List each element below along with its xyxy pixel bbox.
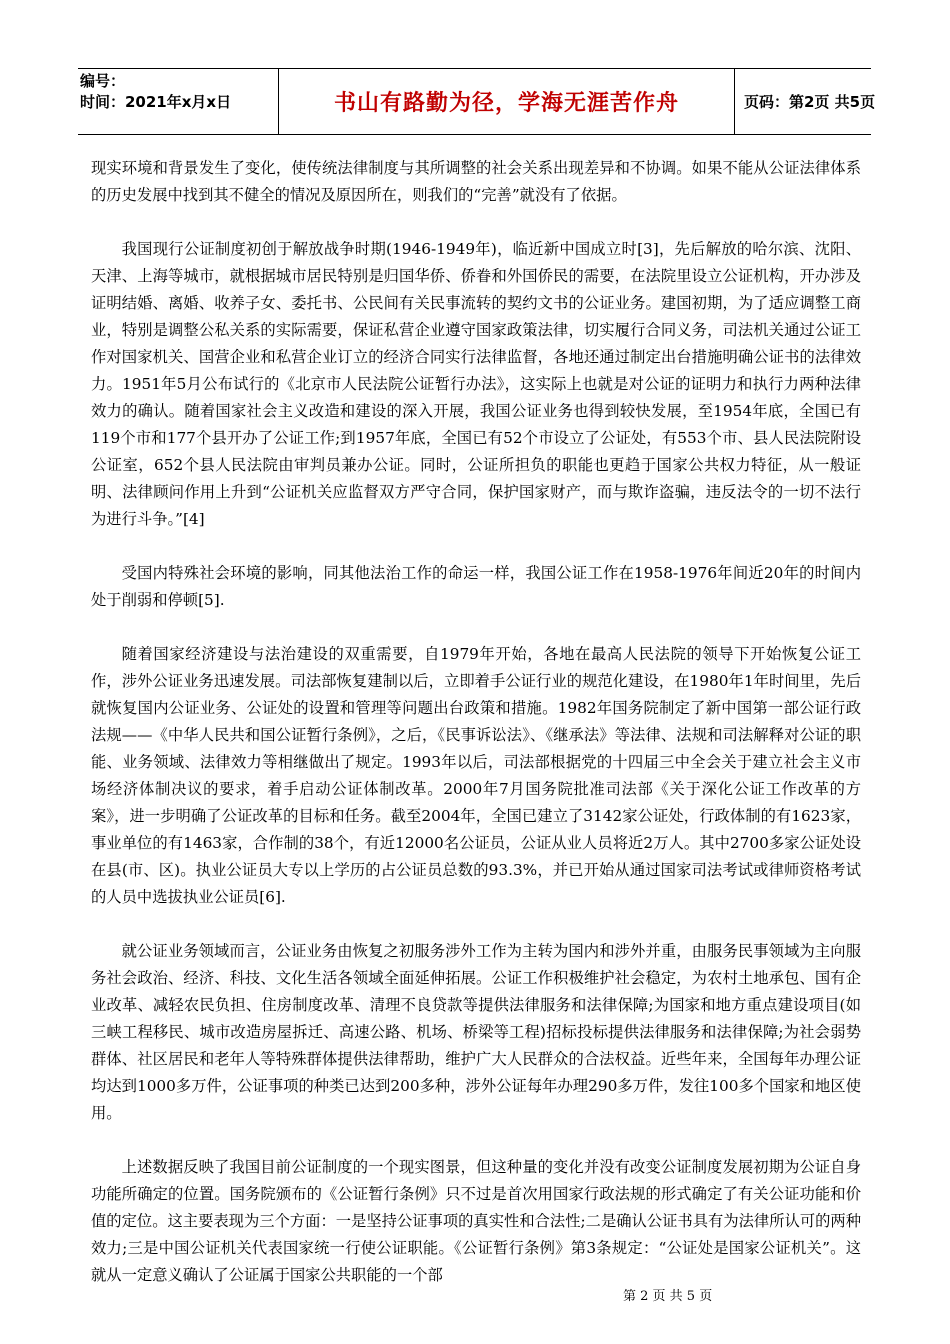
paragraph: 我国现行公证制度初创于解放战争时期(1946-1949年)，临近新中国成立时[3]，先后解放的哈尔滨、沈阳、天津、上海等城市，就根据城市居民特别是归国华侨、侨眷和外国侨民的需要，在法院里设立公证机构，开办涉及证明结婚、离婚、收养子女、委托书、公民间有关民事流转的契约文书的公证业务。建国初期，为了适应调整工商业，特别是调整公私关系的实际需要，保证私营企业遵守国家政策法律，切实履行合同义务，司法机关通过公证工作对国家机关、国营企业和私营企业订立的经济合同实行法律监督，各地还通过制定出台措施明确公证书的法律效力。1951年5月公布试行的《北京市人民法院公证暂行办法》，这实际上也就是对公证的证明力和执行力两种法律效力的确认。随着国家社会主义改造和建设的深入开展，我国公证业务也得到较快发展，至1954年底，全国已有119个市和177个县开办了公证工作;到1957年底，全国已有52个市设立了公证处，有553个市、县人民法院附设公证室，652个县人民法院由审判员兼办公证。同时，公证所担负的职能也更趋于国家公共权力特征，从一般证明、法律顾问作用上升到“公证机关应监督双方严守合同，保护国家财产，而与欺诈盗骗，违反法令的一切不法行为进行斗争。”[4] <box>91 240 861 528</box>
header-motto: 书山有路勤为径，学海无涯苦作舟 <box>278 69 735 134</box>
document-number-label: 编号： <box>80 72 126 90</box>
header-meta <box>80 71 276 132</box>
paragraph: 就公证业务领域而言，公证业务由恢复之初服务涉外工作为主转为国内和涉外并重，由服务民事领域为主向服务社会政治、经济、科技、文化生活各领域全面延伸拓展。公证工作积极维护社会稳定，为农村土地承包、国有企业改革、减轻农民负担、住房制度改革、清理不良贷款等提供法律服务和法律保障;为国家和地方重点建设项目(如三峡工程移民、城市改造房屋拆迁、高速公路、机场、桥梁等工程)招标投标提供法律服务和法律保障;为社会弱势群体、社区居民和老年人等特殊群体提供法律帮助，维护广大人民群众的合法权益。近些年来，全国每年办理公证均达到1000多万件，公证事项的种类已达到200多种，涉外公证每年办理290多万件，发往100多个国家和地区使用。 <box>91 942 861 1122</box>
page-header <box>78 68 876 135</box>
page-footer: 第 2 页 共 5 页 <box>623 1289 713 1304</box>
paragraph: 受国内特殊社会环境的影响，同其他法治工作的命运一样，我国公证工作在1958-1976年间近20年的时间内处于削弱和停顿[5]. <box>91 564 861 609</box>
document-body <box>91 155 861 1316</box>
document-time-label: 时间：2021年x月x日 <box>80 93 232 111</box>
paragraph: 上述数据反映了我国目前公证制度的一个现实图景，但这种量的变化并没有改变公证制度发展初期为公证自身功能所确定的位置。国务院颁布的《公证暂行条例》只不过是首次用国家行政法规的形式确定了有关公证功能和价值的定位。这主要表现为三个方面：一是坚持公证事项的真实性和合法性;二是确认公证书具有为法律所认可的两种效力;三是中国公证机关代表国家统一行使公证职能。《公证暂行条例》第3条规定：“公证处是国家公证机关”。这就从一定意义确认了公证属于国家公共职能的一个部 <box>91 1158 862 1284</box>
paragraph: 现实环境和背景发生了变化，使传统法律制度与其所调整的社会关系出现差异和不协调。如果不能从公证法律体系的历史发展中找到其不健全的情况及原因所在，则我们的“完善”就没有了依据。 <box>91 159 861 204</box>
paragraph: 随着国家经济建设与法治建设的双重需要，自1979年开始，各地在最高人民法院的领导下开始恢复公证工作，涉外公证业务迅速发展。司法部恢复建制以后，立即着手公证行业的规范化建设，在1980年1年时间里，先后就恢复国内公证业务、公证处的设置和管理等问题出台政策和措施。1982年国务院制定了新中国第一部公证行政法规——《中华人民共和国公证暂行条例》，之后，《民事诉讼法》、《继承法》等法律、法规和司法解释对公证的职能、业务领域、法律效力等相继做出了规定。1993年以后，司法部根据党的十四届三中全会关于建立社会主义市场经济体制决议的要求，着手启动公证体制改革。2000年7月国务院批准司法部《关于深化公证工作改革的方案》，进一步明确了公证改革的目标和任务。截至2004年，全国已建立了3142家公证处，行政体制的有1623家，事业单位的有1463家，合作制的38个，有近12000名公证员，公证从业人员将近2万人。其中2700多家公证处设在县(市、区)。执业公证员大专以上学历的占公证员总数的93.3%，并已开始从通过国家司法考试或律师资格考试的人员中选拔执业公证员[6]. <box>91 645 861 906</box>
header-page-info: 页码：第2页 共5页 <box>744 93 876 111</box>
